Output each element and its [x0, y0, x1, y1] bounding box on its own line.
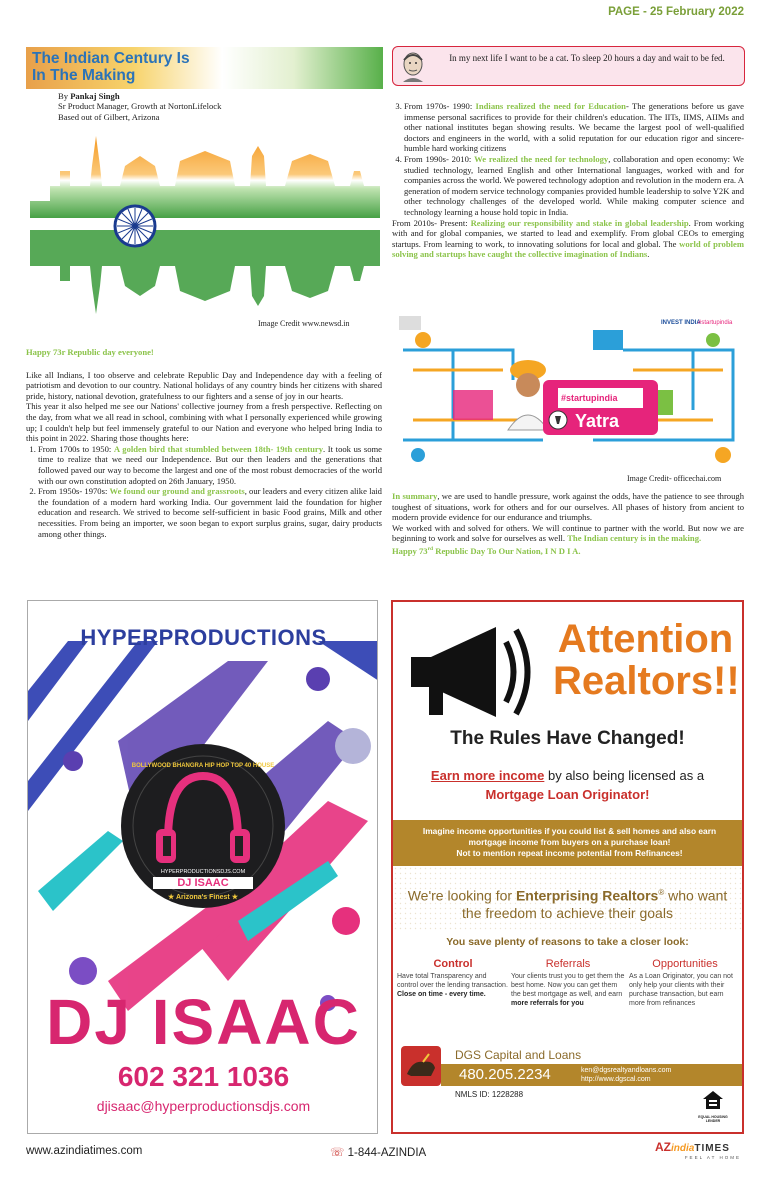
referrals-title: Referrals [545, 958, 591, 970]
quote-box [392, 46, 745, 86]
quote-text: In my next life I want to be a cat. To sleep 20 hours a day and wait to be fed. [449, 53, 725, 63]
looking-line-2: the freedom to achieve their goals [462, 904, 673, 921]
infographic-tag-center: #startupindia [561, 393, 618, 403]
article-title [32, 51, 190, 84]
dj-email[interactable]: djisaac@hyperproductionsdjs.com [96, 1098, 311, 1114]
closing-body: We worked with and solved for others. We will continue to partner with the world. But now we are beginning to work and solve for ourselves as well. [392, 522, 744, 544]
paragraph-perspective: This year it also helped me see our Nations' collective journey from a fresh perspective. Reflecting on the day, from what we all read in school, combining with what I personally experienced while growing up; I couldn't help but feel immensely grateful to our Nation and everyone who helped bring India to this point in 2022. Sharing those thoughts here: [26, 401, 382, 444]
para-end: . [647, 249, 650, 260]
item-highlight: We found our ground and grassroots [109, 486, 245, 497]
site-small: HYPERPRODUCTIONSDJS.COM [160, 869, 246, 875]
list-item [38, 444, 382, 486]
company-phone[interactable]: 480.205.2234 [459, 1066, 551, 1083]
logo-tagline: FEEL AT HOME [684, 1155, 741, 1160]
invest-india-label: INVEST INDIA [661, 320, 701, 326]
eho-line-1: EQUAL HOUSING [698, 1115, 728, 1119]
referrals-column [511, 958, 625, 1008]
byline-by: By [58, 91, 71, 101]
footer-website[interactable]: www.azindiatimes.com [26, 1145, 143, 1157]
realtors-word: Realtors!! [553, 659, 740, 703]
looking-reg: ® [658, 888, 665, 897]
republic-day-greeting: Happy 73r Republic day everyone! [26, 347, 154, 357]
mlo-line: Mortgage Loan Originator! [485, 787, 650, 802]
referrals-text: Your clients trust you to get them the best home. Now you can get them the best mortgage as well, and earn [511, 973, 625, 998]
hyperproductions-ad [27, 600, 378, 1134]
item-highlight: A golden bird that stumbled between 18th- 19th century [113, 443, 324, 454]
left-column-text [26, 347, 382, 539]
looking-bold: Enterprising Realtors [515, 887, 659, 904]
happy-republic-day [392, 544, 744, 556]
realtors-ad [391, 600, 744, 1134]
list-item [38, 486, 382, 539]
paragraph-closing [392, 523, 744, 544]
income-banner [393, 820, 744, 866]
closing-highlight: The Indian century is in the making. [567, 533, 702, 544]
earn-more-link[interactable]: Earn more income [430, 768, 545, 783]
startup-india-infographic [393, 310, 746, 472]
genre-ring-text: BOLLYWOOD BHANGRA HIP HOP TOP 40 HOUSE [131, 763, 275, 769]
happy-pre: Happy 73 [392, 545, 428, 556]
image-credit-left: Image Credit www.newsd.in [258, 319, 350, 328]
happy-post: Republic Day To Our Nation, I N D I A. [433, 545, 581, 556]
equal-housing-icon [702, 1090, 724, 1110]
page-label: PAGE - 25 February 2022 [608, 6, 744, 18]
byline [58, 91, 221, 122]
ashoka-chakra-icon [115, 206, 155, 246]
opportunities-text: As a Loan Originator, you can not only help your clients with their purchase transaction, but earn more from refinances [629, 973, 733, 1007]
reasons-heading: You save plenty of reasons to take a closer look: [446, 936, 689, 948]
arizona-finest: ★ Arizona's Finest ★ [168, 894, 238, 901]
banner-line-2: mortgage income from buyers on a purchase loan! [468, 837, 671, 847]
title-line-2: In The Making [32, 66, 136, 84]
company-email[interactable]: ken@dgsrealtyandloans.com [581, 1067, 672, 1074]
dgs-logo [401, 1046, 441, 1086]
brand-title: HYPERPRODUCTIONS [80, 625, 327, 650]
author-role: Sr Product Manager, Growth at NortonLifelock [58, 101, 222, 112]
looking-post: who want [664, 887, 728, 904]
earn-line [393, 768, 742, 783]
item-lead: From 1700s to 1950: [38, 443, 114, 454]
author-name: Pankaj Singh [70, 91, 120, 101]
india-skyline-image [30, 126, 380, 316]
item-body: - The generations before us gave immense personal sacrifices to provide for their children's education. The IITs, IIMS, AIIMs and other national institutes began showing results. We became the largest pool of well-qualified doctors and engineers in the world, with a solid reputation for our education rigor and sincere-humble hard working citizens [404, 101, 744, 154]
right-column-text [392, 101, 744, 260]
company-contact-links [581, 1066, 671, 1084]
logo-india: india [671, 1143, 695, 1154]
paragraph-2010s [392, 218, 744, 260]
footer-phone-number[interactable]: 1-844-AZINDIA [347, 1147, 427, 1159]
author-location: Based out of Gilbert, Arizona [58, 111, 160, 122]
earn-rest: by also being licensed as a [544, 768, 705, 783]
eho-line-2: LENDER [705, 1119, 721, 1123]
item-lead: From 1970s- 1990: [404, 101, 476, 111]
control-title: Control [433, 958, 473, 970]
infographic-hashtag: #startupindia [698, 320, 733, 326]
logo-times: TIMES [694, 1143, 730, 1154]
para-lead: From 2010s- Present: [392, 217, 471, 228]
opportunities-title: Opportunities [652, 958, 718, 970]
company-name: DGS Capital and Loans [455, 1048, 582, 1062]
opportunities-column [629, 958, 741, 1008]
control-column [393, 958, 509, 999]
control-bold: Close on time - every time. [397, 991, 486, 998]
nmls-id: NMLS ID: 1228288 [455, 1090, 524, 1099]
item-body: , our leaders and every citizen alike laid the foundation of a modern hard working India. Our government laid the foundation for higher education and research. We strived to become self-sufficient in basic Food grains, Milk and other necessities. From being an importer, we soon began to export surplus grains, sugar, dairy products among other things. [38, 486, 382, 539]
banner-line-1: Imagine income opportunities if you could list & sell homes and also earn [422, 826, 717, 836]
right-column-summary [392, 491, 744, 556]
item-lead: From 1950s- 1970s: [38, 486, 110, 497]
phone-icon: ☏ [330, 1147, 345, 1159]
paragraph-intro: Like all Indians, I too observe and celebrate Republic Day and Independence day with a feeling of patriotism and devotion to our country. National holidays of any country binds her citizens with shared pride, history, national devotion, gratefulness to our fighters and a sense of joy in our hearts. [26, 369, 382, 401]
control-text: Have total Transparency and control over the lending transaction. [397, 973, 508, 989]
contact-bar [441, 1064, 744, 1086]
footer-phone [330, 1145, 426, 1159]
dj-phone[interactable]: 602 321 1036 [117, 1061, 290, 1092]
looking-pre: We're looking for [407, 887, 516, 904]
item-highlight: We realized the need for technology [474, 153, 609, 164]
attention-heading [553, 618, 738, 702]
megaphone-icon [401, 612, 541, 722]
banner-line-3: Not to mention repeat income potential from Refinances! [456, 848, 683, 858]
item-body: , collaboration and open economy: We studied technology, learned English and other International languages, worked with and for companies across the world. We powered technology adoption and revolution in the modern era. A generation of modern service technology companies provided humble leadership to solve Y2K and other technology challenges of the developed world. While making computer science and technology learning a house hold topic in India. [404, 153, 744, 217]
az-india-times-logo [655, 1141, 745, 1165]
para-body: . From working with and for global companies, we started to lead and exemplify. From global CEOs to emerging startups. From learning to work, to innovating solutions for local and global. The [392, 217, 744, 249]
dj-small-logo: DJ ISAAC [153, 877, 253, 889]
para-highlight-2: world of problem solving and startups have caught the collective imagination of Indians [392, 238, 744, 260]
list-item [404, 154, 744, 218]
para-highlight: Realizing our responsibility and stake in global leadership [470, 217, 689, 228]
paragraph-summary [392, 491, 744, 523]
summary-body: , we are used to handle pressure, work against the odds, have the patience to see through toughest of situations, work for others and for our ourselves. All phases of history from ancient to modern provide evidence for our endurance and triumphs. [392, 491, 744, 523]
yatra-label: Yatra [575, 411, 620, 431]
looking-for [393, 884, 742, 922]
attention-word: Attention [557, 617, 734, 661]
list-item [404, 101, 744, 154]
article-title-banner [26, 47, 383, 89]
happy-sup: rd [427, 545, 434, 552]
company-web[interactable]: http://www.dgscal.com [581, 1076, 651, 1083]
referrals-bold: more referrals for you [511, 1000, 584, 1007]
item-body: . It took us some time to realize that we need our Independence. But our then leaders and the generations that followed paved our way to become the largest and one of the most robust democracies of the world with our own constitution adopted on 26th January, 1950. [38, 443, 382, 486]
summary-highlight: In summary [392, 491, 438, 501]
dj-name-big: DJ ISAAC [46, 986, 361, 1058]
title-line-1: The Indian Century Is [32, 50, 190, 67]
item-highlight: Indians realized the need for Education [475, 101, 626, 111]
rules-heading: The Rules Have Changed! [450, 728, 685, 749]
logo-az: AZ [655, 1140, 671, 1154]
equal-housing-badge [693, 1090, 733, 1123]
item-lead: From 1990s- 2010: [404, 153, 475, 164]
image-credit-right: Image Credit- officechai.com [627, 474, 722, 483]
bull-bear-icon [401, 1046, 441, 1086]
portrait-icon [399, 50, 427, 82]
